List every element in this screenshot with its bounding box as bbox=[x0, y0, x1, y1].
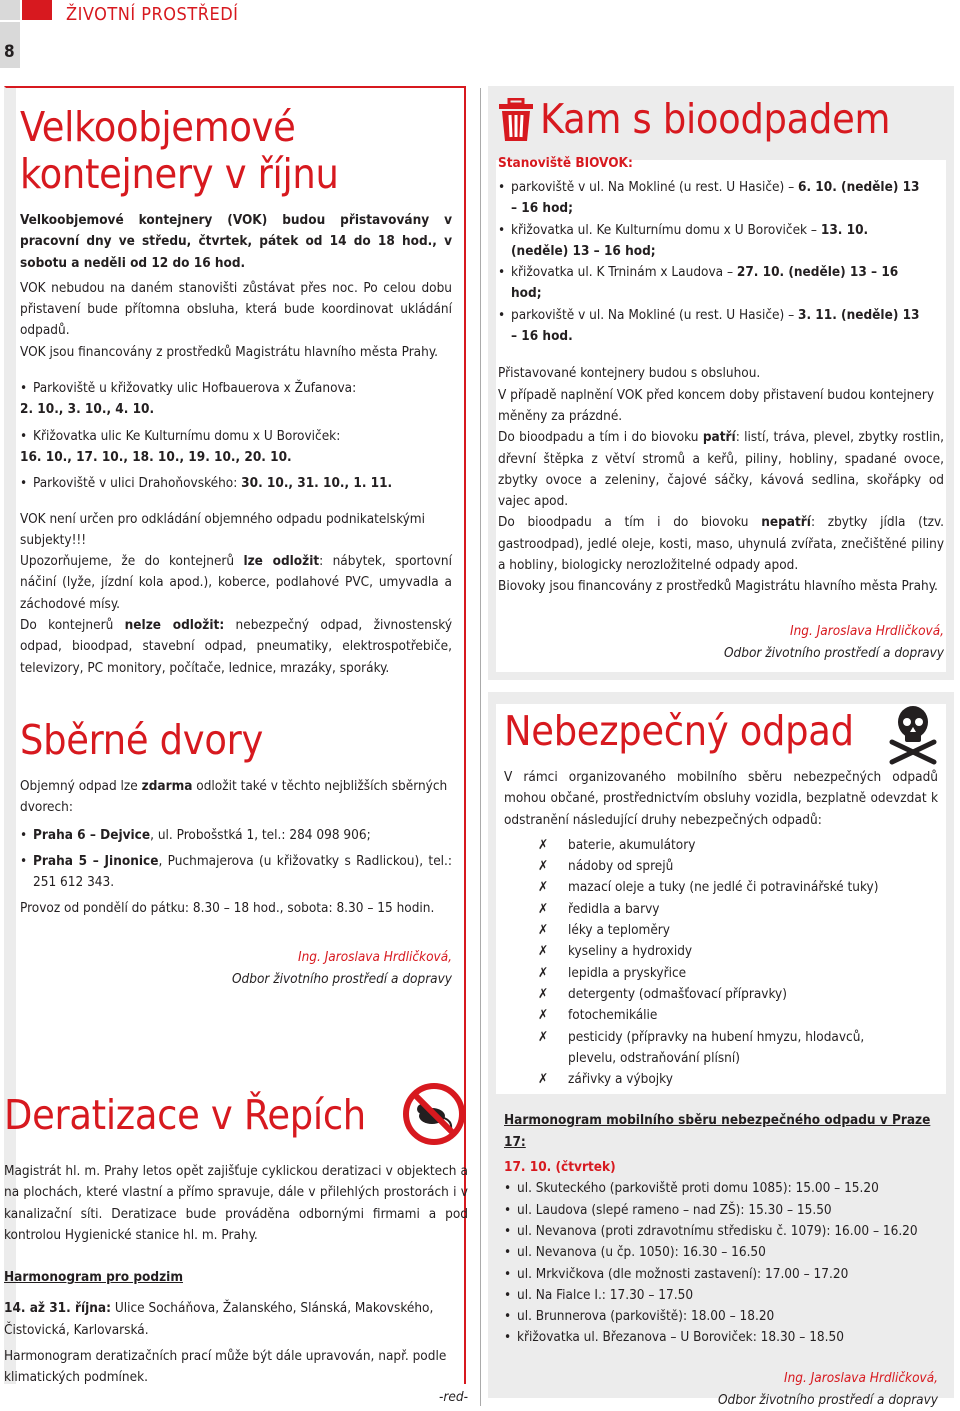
dvory-title: Sběrné dvory bbox=[20, 715, 263, 764]
derat-schedule-title: Harmonogram pro podzim bbox=[4, 1269, 183, 1286]
vok-intro: Velkoobjemové kontejnery (VOK) budou přistavovány v pracovní dny ve středu, čtvrtek, pátek od 14 do 18 hod., v sobotu a neděli od 12 do 16 hod. bbox=[20, 212, 452, 271]
derat-section bbox=[4, 1092, 468, 1405]
neb-stop: • ul. Skuteckého (parkoviště proti domu 1085): 15.00 – 15.20 bbox=[504, 1178, 938, 1199]
trash-bin-icon bbox=[498, 98, 534, 142]
bio-p2: V případě naplnění VOK před koncem doby přistavení budou kontejnery měněny za prázdné. bbox=[498, 386, 935, 424]
derat-p1: Magistrát hl. m. Prahy letos opět zajišťuje cyklickou deratizaci v objektech a na plochách, které vlastní a přímo spravuje, dále v přilehlých prostorách i v kanalizační síti. Deratizace bude prováděna odbornými firmami a pod kontrolou Hygienické stanice hl. m. Prahy. bbox=[4, 1163, 468, 1243]
neb-section bbox=[504, 708, 938, 1411]
vok-p1: VOK nebudou na daném stanovišti zůstávat přes noc. Po celou dobu přistavení bude přítomna obsluha, která bude koordinovat ukládání odpadů. bbox=[20, 279, 452, 339]
neb-stop: • ul. Brunnerova (parkoviště): 18.00 – 18.20 bbox=[504, 1306, 938, 1327]
neb-item: ✗ kyseliny a hydroxidy bbox=[538, 943, 693, 960]
vok-section bbox=[20, 104, 452, 990]
neb-item: ✗ fotochemikálie bbox=[538, 1007, 658, 1024]
no-rat-icon bbox=[402, 1082, 466, 1146]
vok-locations bbox=[20, 378, 452, 494]
neb-intro: V rámci organizovaného mobilního sběru nebezpečných odpadů mohou občané, prostřednictvím obsluhy vozidla, bezplatně odevzdat k odstranění následující druhy nebezpečných odpadů: bbox=[504, 769, 938, 828]
page-number: 8 bbox=[4, 42, 15, 62]
bio-stop: • parkoviště v ul. Na Mokliné (u rest. U Hasiče) – 3. 11. (neděle) 13 – 16 hod. bbox=[498, 305, 928, 348]
neb-item: ✗ léky a teploměry bbox=[538, 922, 670, 939]
vok-location: • Křižovatka ulic Ke Kulturnímu domu x U Boroviček: 16. 10., 17. 10., 18. 10., 19. 10., 20. 10. bbox=[20, 426, 452, 469]
section-title: ŽIVOTNÍ PROSTŘEDÍ bbox=[66, 4, 239, 25]
neb-item: ✗ pesticidy (přípravky na hubení hmyzu, hlodavců, plevelu, odstraňování plísní) bbox=[538, 1028, 865, 1066]
vok-p4: Upozorňujeme, že do kontejnerů lze odložit: nábytek, sportovní náčiní (lyže, jízdní kola apod.), koberce, podlahové PVC, umyvadla a záchodové mísy. bbox=[20, 553, 452, 612]
bio-signature: Ing. Jaroslava Hrdličková, Odbor životního prostředí a dopravy bbox=[723, 622, 944, 661]
derat-title: Deratizace v Řepích bbox=[4, 1091, 366, 1139]
bio-section bbox=[498, 96, 944, 664]
neb-schedule-title: Harmonogram mobilního sběru nebezpečného odpadu v Praze 17: bbox=[504, 1112, 931, 1150]
neb-item: ✗ ředidla a barvy bbox=[538, 900, 660, 917]
neb-stop: • ul. Nevanova (proti zdravotnímu středisku č. 1079): 16.00 – 16.20 bbox=[504, 1221, 938, 1242]
bio-subtitle: Stanoviště BIOVOK: bbox=[498, 155, 633, 171]
neb-item: ✗ detergenty (odmašťovací přípravky) bbox=[538, 985, 787, 1002]
bio-p3: Do bioodpadu a tím i do biovoku patří: listí, tráva, plevel, zbytky rostlin, dřevní štěpka z větví stromů a keřů, piliny, hobliny, spadané ovoce, zbytky ovoce a zeleniny, čajové sáčky, kávová sedlina, skořápky od vajec apod. bbox=[498, 429, 945, 510]
vok-p5: Do kontejnerů nelze odložit: nebezpečný odpad, živnostenský odpad, bioodpad, stavební odpad, pneumatiky, elektrospotřebiče, televizory, PC monitory, počítače, lednice, mrazáky, sporáky. bbox=[20, 617, 453, 676]
neb-item: ✗ nádoby od sprejů bbox=[538, 858, 674, 875]
neb-stops bbox=[504, 1178, 938, 1348]
neb-title: Nebezpečný odpad bbox=[504, 707, 854, 755]
neb-stop: • ul. Na Fialce I.: 17.30 – 17.50 bbox=[504, 1285, 938, 1306]
bio-stops bbox=[498, 177, 928, 347]
dvory-item: • Praha 5 – Jinonice, Puchmajerova (u křižovatky s Radlickou), tel.: 251 612 343. bbox=[20, 851, 452, 894]
dvory-signature: Ing. Jaroslava Hrdličková, Odbor životního prostředí a dopravy bbox=[231, 948, 452, 987]
column-divider bbox=[480, 88, 481, 1406]
neb-item: ✗ lepidla a pryskyřice bbox=[538, 964, 687, 981]
dvory-p1: Objemný odpad lze zdarma odložit také v těchto nejbližších sběrných dvorech: bbox=[20, 777, 448, 816]
neb-item: ✗ mazací oleje a tuky (ne jedlé či potravinářské tuky) bbox=[538, 879, 879, 896]
bio-stop: • křižovatka ul. K Trninám x Laudova – 27. 10. (neděle) 13 – 16 hod; bbox=[498, 262, 928, 305]
derat-p2: Harmonogram deratizačních prací může být dále upravován, např. podle klimatických podmínek. bbox=[4, 1348, 447, 1386]
vok-p2: VOK jsou financovány z prostředků Magistrátu hlavního města Prahy. bbox=[20, 343, 438, 360]
derat-dates: 14. až 31. října: Ulice Socháňova, Žalanského, Slánská, Makovského, Čistovická, Karlovarská. bbox=[4, 1300, 434, 1338]
neb-signature: Ing. Jaroslava Hrdličková, Odbor životního prostředí a dopravy bbox=[717, 1369, 938, 1408]
neb-item: ✗ baterie, akumulátory bbox=[538, 836, 696, 853]
bio-p1: Přistavované kontejnery budou s obsluhou. bbox=[498, 365, 761, 382]
neb-schedule-date: 17. 10. (čtvrtek) bbox=[504, 1159, 616, 1176]
vok-location: • Parkoviště v ulici Drahoňovského: 30. 10., 31. 10., 1. 11. bbox=[20, 473, 452, 494]
vok-p3: VOK není určen pro odkládání objemného odpadu podnikatelskými subjekty!!! bbox=[20, 510, 426, 548]
bio-stop: • parkoviště v ul. Na Mokliné (u rest. U Hasiče) – 6. 10. (neděle) 13 – 16 hod; bbox=[498, 177, 928, 220]
neb-stop: • ul. Mrkvičkova (dle možnosti zastavení): 17.00 – 17.20 bbox=[504, 1264, 938, 1285]
dvory-item: • Praha 6 – Dejvice, ul. Probošstká 1, tel.: 284 098 906; bbox=[20, 825, 452, 846]
neb-items bbox=[538, 835, 938, 1091]
vok-location: • Parkoviště u křižovatky ulic Hofbauerova x Žufanova: 2. 10., 3. 10., 4. 10. bbox=[20, 378, 452, 421]
bio-stop: • křižovatka ul. Ke Kulturnímu domu x U Boroviček – 13. 10. (neděle) 13 – 16 hod; bbox=[498, 220, 928, 263]
derat-signature: -red- bbox=[439, 1388, 468, 1405]
neb-stop: • křižovatka ul. Březanova – U Boroviček: 18.30 – 18.50 bbox=[504, 1327, 938, 1348]
bio-p4: Do bioodpadu a tím i do biovoku nepatří: zbytky jídla (tzv. gastroodpad), jedlé oleje, kosti, maso, uhynulá zvířata, znečištěné piliny a hobliny, biologicky nerozložitelné odpady apod. bbox=[498, 514, 945, 574]
neb-item: ✗ zářivky a výbojky bbox=[538, 1071, 673, 1088]
neb-stop: • ul. Laudova (slepé rameno – nad ZŠ): 15.30 – 15.50 bbox=[504, 1200, 938, 1221]
skull-icon bbox=[888, 702, 938, 766]
bio-title: Kam s bioodpadem bbox=[540, 95, 891, 143]
neb-stop: • ul. Nevanova (u čp. 1050): 16.30 – 16.50 bbox=[504, 1242, 938, 1263]
vok-title: Velkoobjemové kontejnery v říjnu bbox=[20, 103, 339, 198]
dvory-list bbox=[20, 825, 452, 894]
dvory-hours: Provoz od pondělí do pátku: 8.30 – 18 hod., sobota: 8.30 – 15 hodin. bbox=[20, 900, 435, 917]
bio-p5: Biovoky jsou financovány z prostředků Magistrátu hlavního města Prahy. bbox=[498, 578, 938, 595]
